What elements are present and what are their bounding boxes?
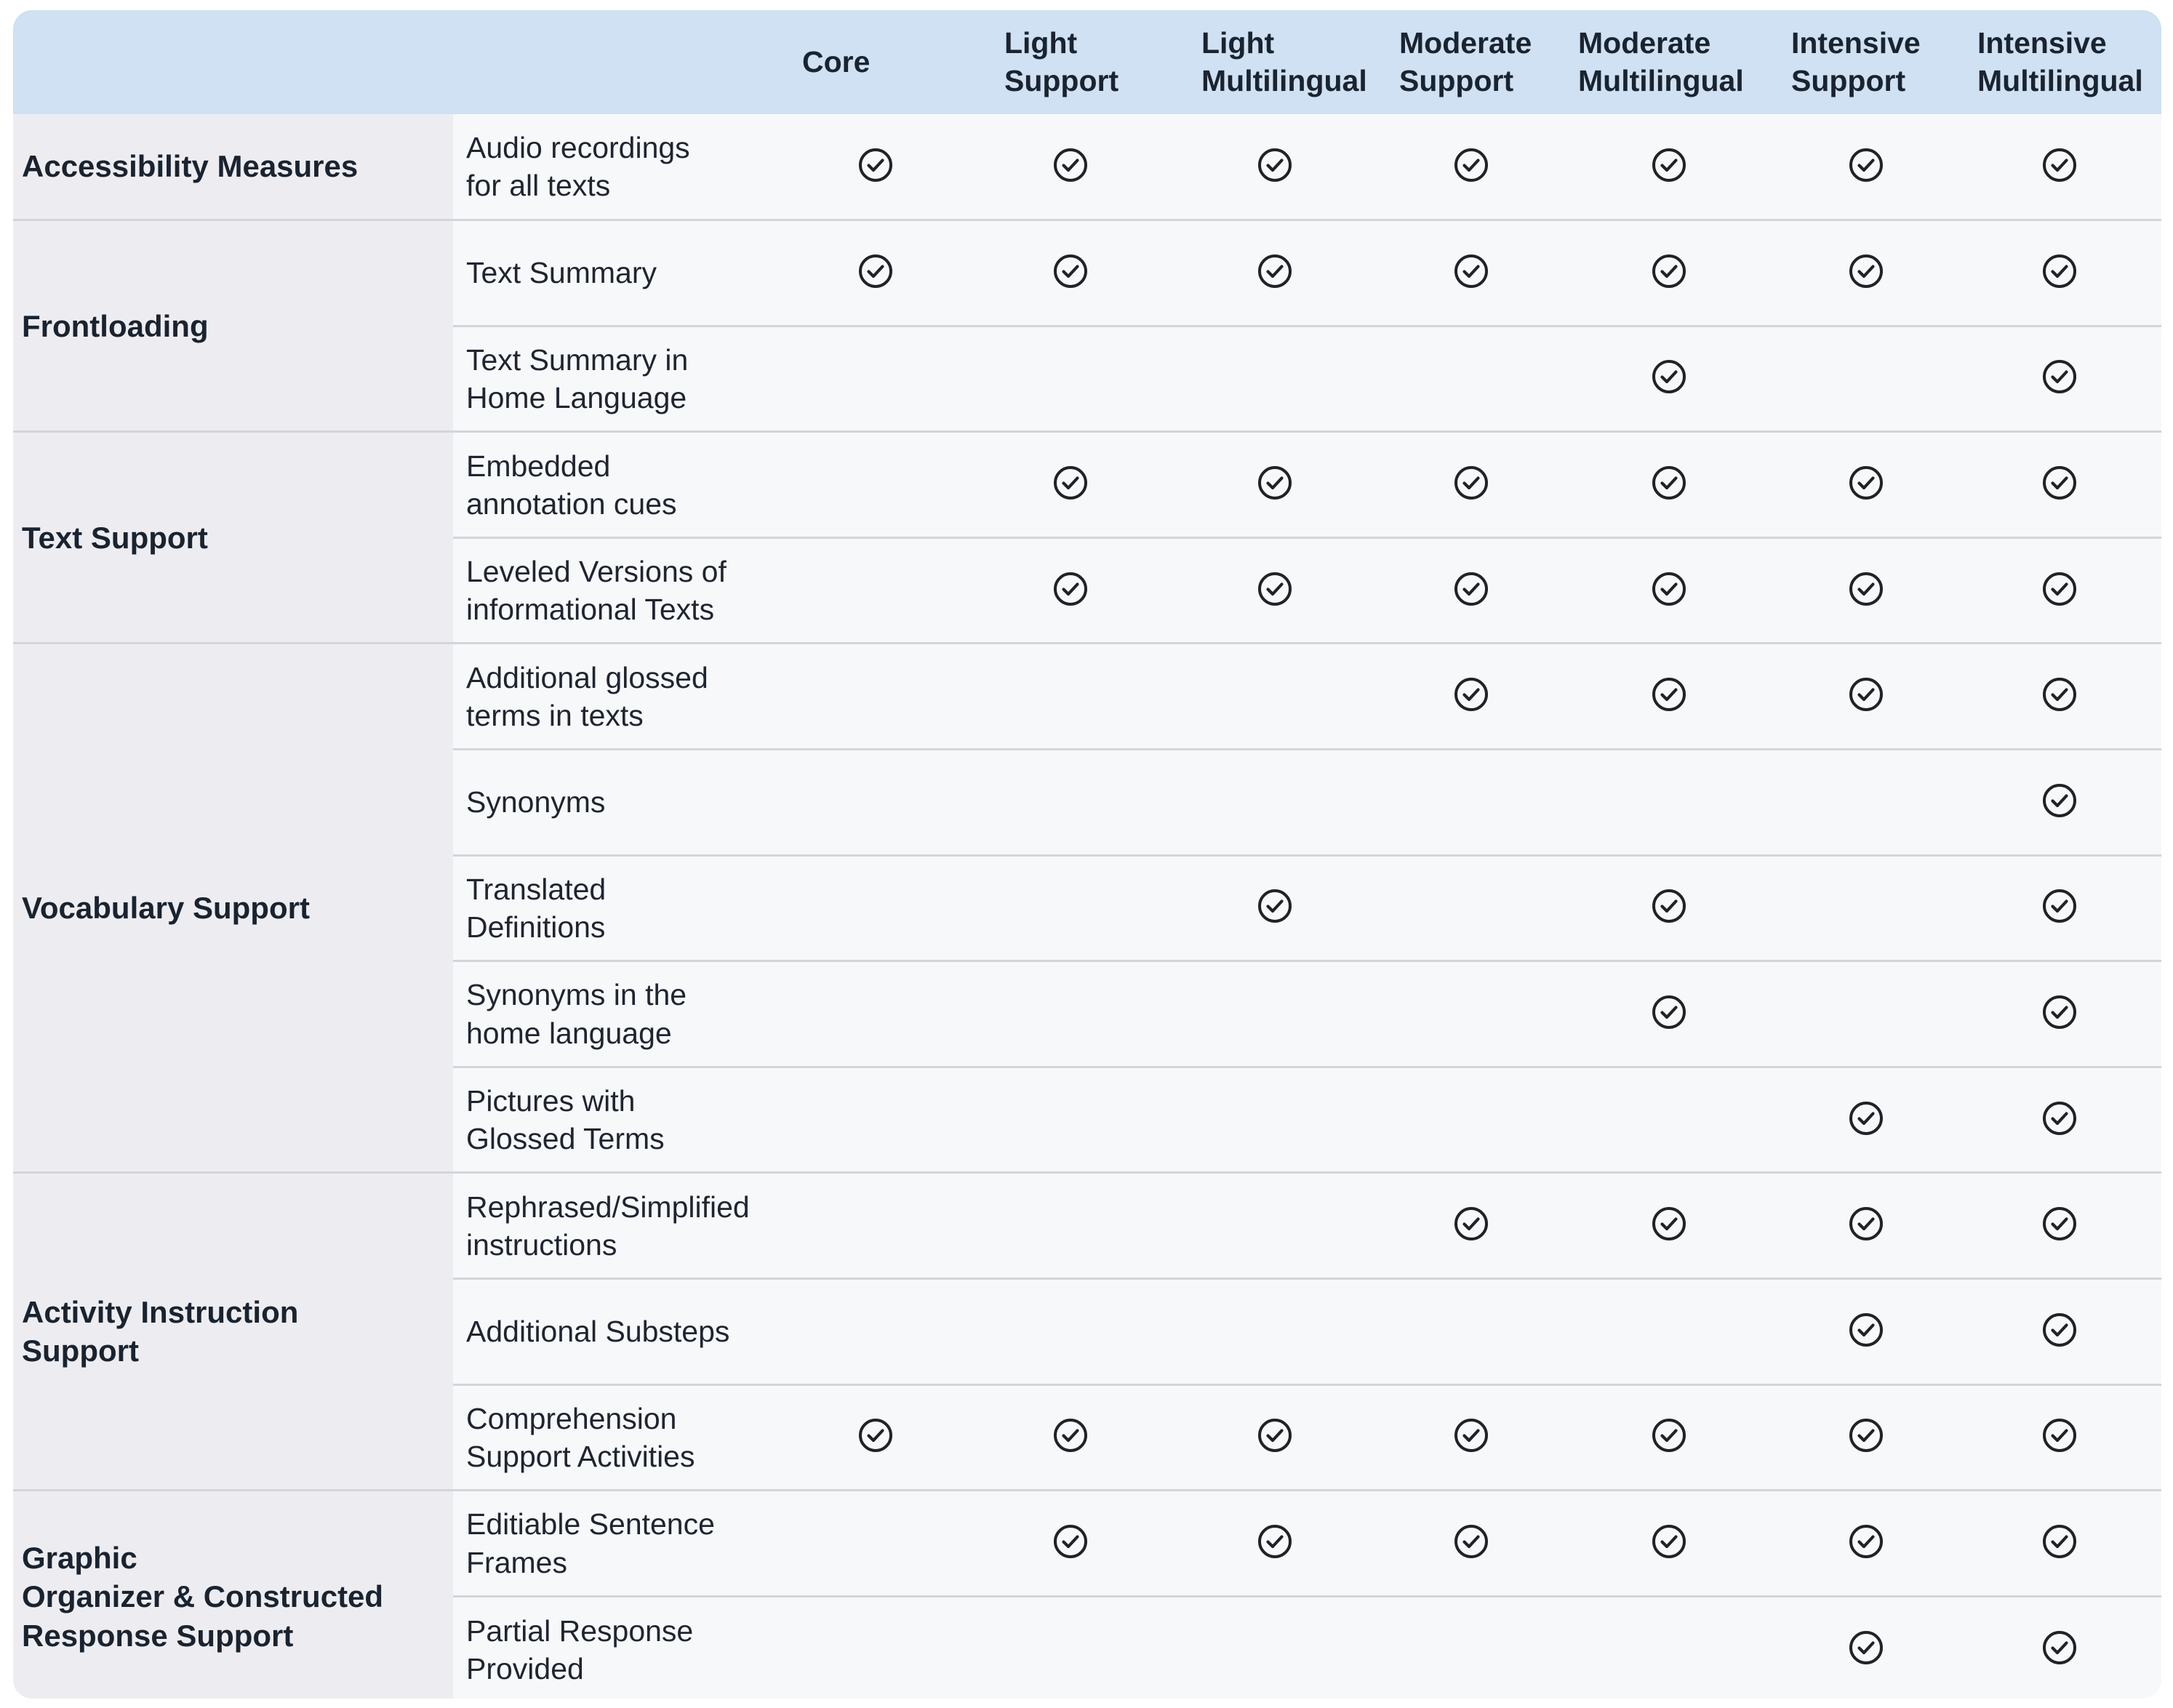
category-label [13, 1491, 453, 1699]
check-cell [780, 1384, 971, 1491]
header-col-moderate-support: Moderate Support [1380, 10, 1562, 114]
feature-label [453, 114, 780, 220]
check-cell [1380, 961, 1562, 1067]
table-row [13, 1491, 2161, 1597]
check-cell [1775, 432, 1957, 538]
check-cell [1957, 750, 2161, 856]
check-cell [1957, 537, 2161, 643]
check-cell [971, 326, 1169, 432]
check-circle-icon [1257, 465, 1293, 501]
table-body [13, 114, 2161, 1699]
check-cell [1775, 1067, 1957, 1173]
feature-label-text: Comprehension Support Activities [466, 1401, 695, 1473]
check-cell [1562, 1491, 1775, 1597]
check-cell [971, 1173, 1169, 1279]
check-circle-icon [1453, 147, 1489, 183]
check-circle-icon [2041, 571, 2078, 607]
check-circle-icon [1848, 465, 1884, 501]
check-cell [971, 750, 1169, 856]
check-cell [1380, 1384, 1562, 1491]
check-cell [1562, 432, 1775, 538]
check-cell [1775, 1596, 1957, 1699]
check-circle-icon [1848, 1629, 1884, 1666]
check-cell [1169, 114, 1380, 220]
check-circle-icon [1453, 253, 1489, 289]
feature-label [453, 855, 780, 961]
check-cell [780, 537, 971, 643]
check-circle-icon [1651, 253, 1687, 289]
check-circle-icon [1651, 465, 1687, 501]
feature-label-text: Additional Substeps [466, 1315, 730, 1349]
feature-label-text: Leveled Versions of informational Texts [466, 555, 727, 627]
check-circle-icon [1052, 253, 1089, 289]
check-circle-icon [1848, 676, 1884, 713]
check-cell [1169, 961, 1380, 1067]
feature-label [453, 1384, 780, 1491]
check-circle-icon [2041, 1629, 2078, 1666]
check-cell [1169, 643, 1380, 750]
check-cell [780, 326, 971, 432]
check-cell [1562, 855, 1775, 961]
check-circle-icon [2041, 994, 2078, 1030]
feature-label-text: Editiable Sentence Frames [466, 1507, 715, 1579]
table-row [13, 432, 2161, 538]
header-col-intensive-multilingual: Intensive Multilingual [1957, 10, 2161, 114]
check-cell [1380, 1279, 1562, 1385]
check-circle-icon [1453, 571, 1489, 607]
feature-label [453, 1491, 780, 1597]
check-cell [1169, 537, 1380, 643]
check-circle-icon [2041, 1312, 2078, 1348]
check-cell [1775, 1173, 1957, 1279]
feature-label-text: Rephrased/Simplified instructions [466, 1190, 750, 1262]
check-cell [971, 643, 1169, 750]
check-cell [1562, 114, 1775, 220]
check-circle-icon [1257, 888, 1293, 924]
check-cell [1169, 750, 1380, 856]
check-cell [1380, 1491, 1562, 1597]
check-circle-icon [1848, 253, 1884, 289]
check-cell [780, 961, 971, 1067]
check-cell [1775, 1279, 1957, 1385]
check-cell [780, 432, 971, 538]
category-label-text: Activity Instruction Support [22, 1295, 299, 1368]
check-circle-icon [2041, 358, 2078, 395]
category-label [13, 1173, 453, 1491]
check-circle-icon [2041, 782, 2078, 819]
check-circle-icon [2041, 1523, 2078, 1560]
feature-label-text: Text Summary [466, 256, 657, 290]
category-label-text: Text Support [22, 520, 208, 555]
check-cell [780, 1173, 971, 1279]
category-label [13, 220, 453, 432]
check-cell [1169, 1491, 1380, 1597]
feature-label-text: Additional glossed terms in texts [466, 660, 708, 732]
check-cell [1562, 961, 1775, 1067]
check-cell [1775, 537, 1957, 643]
check-cell [1957, 855, 2161, 961]
check-cell [1957, 326, 2161, 432]
check-cell [1775, 855, 1957, 961]
check-cell [780, 855, 971, 961]
table-row [13, 643, 2161, 750]
check-cell [1562, 750, 1775, 856]
check-cell [1380, 432, 1562, 538]
table-header [13, 10, 2161, 114]
check-circle-icon [1848, 1312, 1884, 1348]
check-circle-icon [1052, 1417, 1089, 1454]
check-cell [1169, 1279, 1380, 1385]
check-cell [1562, 1173, 1775, 1279]
check-circle-icon [1257, 253, 1293, 289]
feature-label [453, 220, 780, 326]
check-circle-icon [1257, 147, 1293, 183]
check-cell [1775, 326, 1957, 432]
support-matrix-card [13, 10, 2161, 1699]
support-matrix-table [13, 10, 2161, 1699]
check-cell [1957, 1491, 2161, 1597]
feature-label-text: Pictures with Glossed Terms [466, 1084, 665, 1156]
check-circle-icon [2041, 253, 2078, 289]
check-cell [1169, 1067, 1380, 1173]
check-circle-icon [1848, 571, 1884, 607]
check-cell [971, 220, 1169, 326]
check-circle-icon [1453, 1523, 1489, 1560]
check-circle-icon [1651, 1523, 1687, 1560]
feature-label-text: Synonyms in the home language [466, 978, 687, 1050]
check-cell [1169, 326, 1380, 432]
feature-label [453, 432, 780, 538]
check-cell [1775, 1491, 1957, 1597]
check-circle-icon [1257, 1523, 1293, 1560]
check-circle-icon [1848, 1206, 1884, 1242]
check-cell [1380, 1596, 1562, 1699]
check-circle-icon [857, 253, 894, 289]
header-feature-blank [453, 10, 780, 114]
check-cell [1957, 961, 2161, 1067]
check-cell [1562, 1067, 1775, 1173]
check-cell [1169, 1173, 1380, 1279]
check-cell [1957, 114, 2161, 220]
feature-label [453, 326, 780, 432]
check-circle-icon [2041, 465, 2078, 501]
check-cell [971, 432, 1169, 538]
check-cell [1957, 432, 2161, 538]
check-cell [971, 1596, 1169, 1699]
check-cell [1380, 750, 1562, 856]
check-cell [971, 1384, 1169, 1491]
category-label-text: Frontloading [22, 308, 209, 343]
check-cell [1775, 750, 1957, 856]
check-cell [971, 537, 1169, 643]
check-cell [1380, 114, 1562, 220]
check-cell [1957, 643, 2161, 750]
feature-label-text: Text Summary in Home Language [466, 342, 689, 414]
check-circle-icon [1453, 1417, 1489, 1454]
check-cell [1957, 1279, 2161, 1385]
check-circle-icon [2041, 676, 2078, 713]
check-cell [1957, 1596, 2161, 1699]
category-label-text: Vocabulary Support [22, 891, 310, 926]
feature-label-text: Translated Definitions [466, 872, 607, 944]
check-cell [1775, 114, 1957, 220]
header-col-light-support: Light Support [971, 10, 1169, 114]
check-circle-icon [1848, 1417, 1884, 1454]
check-cell [780, 1596, 971, 1699]
check-cell [1957, 220, 2161, 326]
header-col-core: Core [780, 10, 971, 114]
check-cell [1775, 220, 1957, 326]
check-cell [1957, 1384, 2161, 1491]
feature-label [453, 1596, 780, 1699]
check-cell [971, 855, 1169, 961]
header-col-light-multilingual: Light Multilingual [1169, 10, 1380, 114]
feature-label-text: Partial Response Provided [466, 1613, 694, 1685]
check-circle-icon [1257, 571, 1293, 607]
check-cell [1169, 220, 1380, 326]
feature-label [453, 1173, 780, 1279]
check-circle-icon [1453, 1206, 1489, 1242]
check-circle-icon [1848, 1523, 1884, 1560]
feature-label [453, 961, 780, 1067]
check-cell [1169, 1596, 1380, 1699]
category-label-text: Accessibility Measures [22, 149, 359, 184]
check-circle-icon [2041, 1100, 2078, 1136]
check-cell [1562, 220, 1775, 326]
check-cell [1380, 326, 1562, 432]
check-cell [780, 220, 971, 326]
check-circle-icon [1052, 1523, 1089, 1560]
check-cell [971, 1491, 1169, 1597]
check-cell [1562, 1596, 1775, 1699]
feature-label [453, 750, 780, 856]
check-cell [780, 1067, 971, 1173]
header-row [13, 10, 2161, 114]
check-cell [1775, 1384, 1957, 1491]
check-circle-icon [2041, 888, 2078, 924]
table-row [13, 1173, 2161, 1279]
category-label [13, 432, 453, 643]
check-cell [1562, 326, 1775, 432]
check-circle-icon [2041, 1206, 2078, 1242]
check-cell [1380, 1067, 1562, 1173]
check-cell [780, 1279, 971, 1385]
check-cell [1169, 855, 1380, 961]
check-cell [1775, 643, 1957, 750]
check-circle-icon [1453, 465, 1489, 501]
check-circle-icon [2041, 147, 2078, 183]
check-circle-icon [2041, 1417, 2078, 1454]
check-circle-icon [1453, 676, 1489, 713]
check-circle-icon [857, 1417, 894, 1454]
check-cell [1380, 855, 1562, 961]
header-col-intensive-support: Intensive Support [1775, 10, 1957, 114]
check-cell [1957, 1173, 2161, 1279]
check-cell [971, 114, 1169, 220]
header-col-moderate-multilingual: Moderate Multilingual [1562, 10, 1775, 114]
check-cell [1957, 1067, 2161, 1173]
check-circle-icon [1848, 147, 1884, 183]
check-cell [1562, 537, 1775, 643]
check-circle-icon [1052, 571, 1089, 607]
check-circle-icon [1651, 1206, 1687, 1242]
table-row [13, 114, 2161, 220]
feature-label [453, 537, 780, 643]
check-circle-icon [1651, 994, 1687, 1030]
check-cell [1562, 643, 1775, 750]
check-circle-icon [1848, 1100, 1884, 1136]
check-circle-icon [1651, 676, 1687, 713]
check-circle-icon [1257, 1417, 1293, 1454]
check-circle-icon [1052, 147, 1089, 183]
header-category-blank [13, 10, 453, 114]
feature-label [453, 1067, 780, 1173]
check-cell [1380, 220, 1562, 326]
check-cell [1562, 1279, 1775, 1385]
check-circle-icon [1651, 358, 1687, 395]
check-cell [1380, 643, 1562, 750]
check-circle-icon [1651, 888, 1687, 924]
check-circle-icon [1651, 571, 1687, 607]
check-cell [971, 1279, 1169, 1385]
check-cell [780, 643, 971, 750]
check-cell [780, 750, 971, 856]
feature-label-text: Synonyms [466, 785, 606, 819]
check-cell [1380, 1173, 1562, 1279]
check-cell [780, 1491, 971, 1597]
category-label [13, 114, 453, 220]
check-cell [971, 961, 1169, 1067]
feature-label [453, 1279, 780, 1385]
check-circle-icon [1651, 147, 1687, 183]
category-label-text: Graphic Organizer & Constructed Response Support [22, 1541, 384, 1653]
check-circle-icon [1052, 465, 1089, 501]
check-cell [1562, 1384, 1775, 1491]
category-label [13, 643, 453, 1173]
check-cell [971, 1067, 1169, 1173]
check-cell [780, 114, 971, 220]
feature-label [453, 643, 780, 750]
check-circle-icon [857, 147, 894, 183]
table-row [13, 220, 2161, 326]
check-circle-icon [1651, 1417, 1687, 1454]
feature-label-text: Audio recordings for all texts [466, 130, 690, 203]
check-cell [1169, 1384, 1380, 1491]
check-cell [1169, 432, 1380, 538]
check-cell [1775, 961, 1957, 1067]
feature-label-text: Embedded annotation cues [466, 449, 677, 521]
check-cell [1380, 537, 1562, 643]
